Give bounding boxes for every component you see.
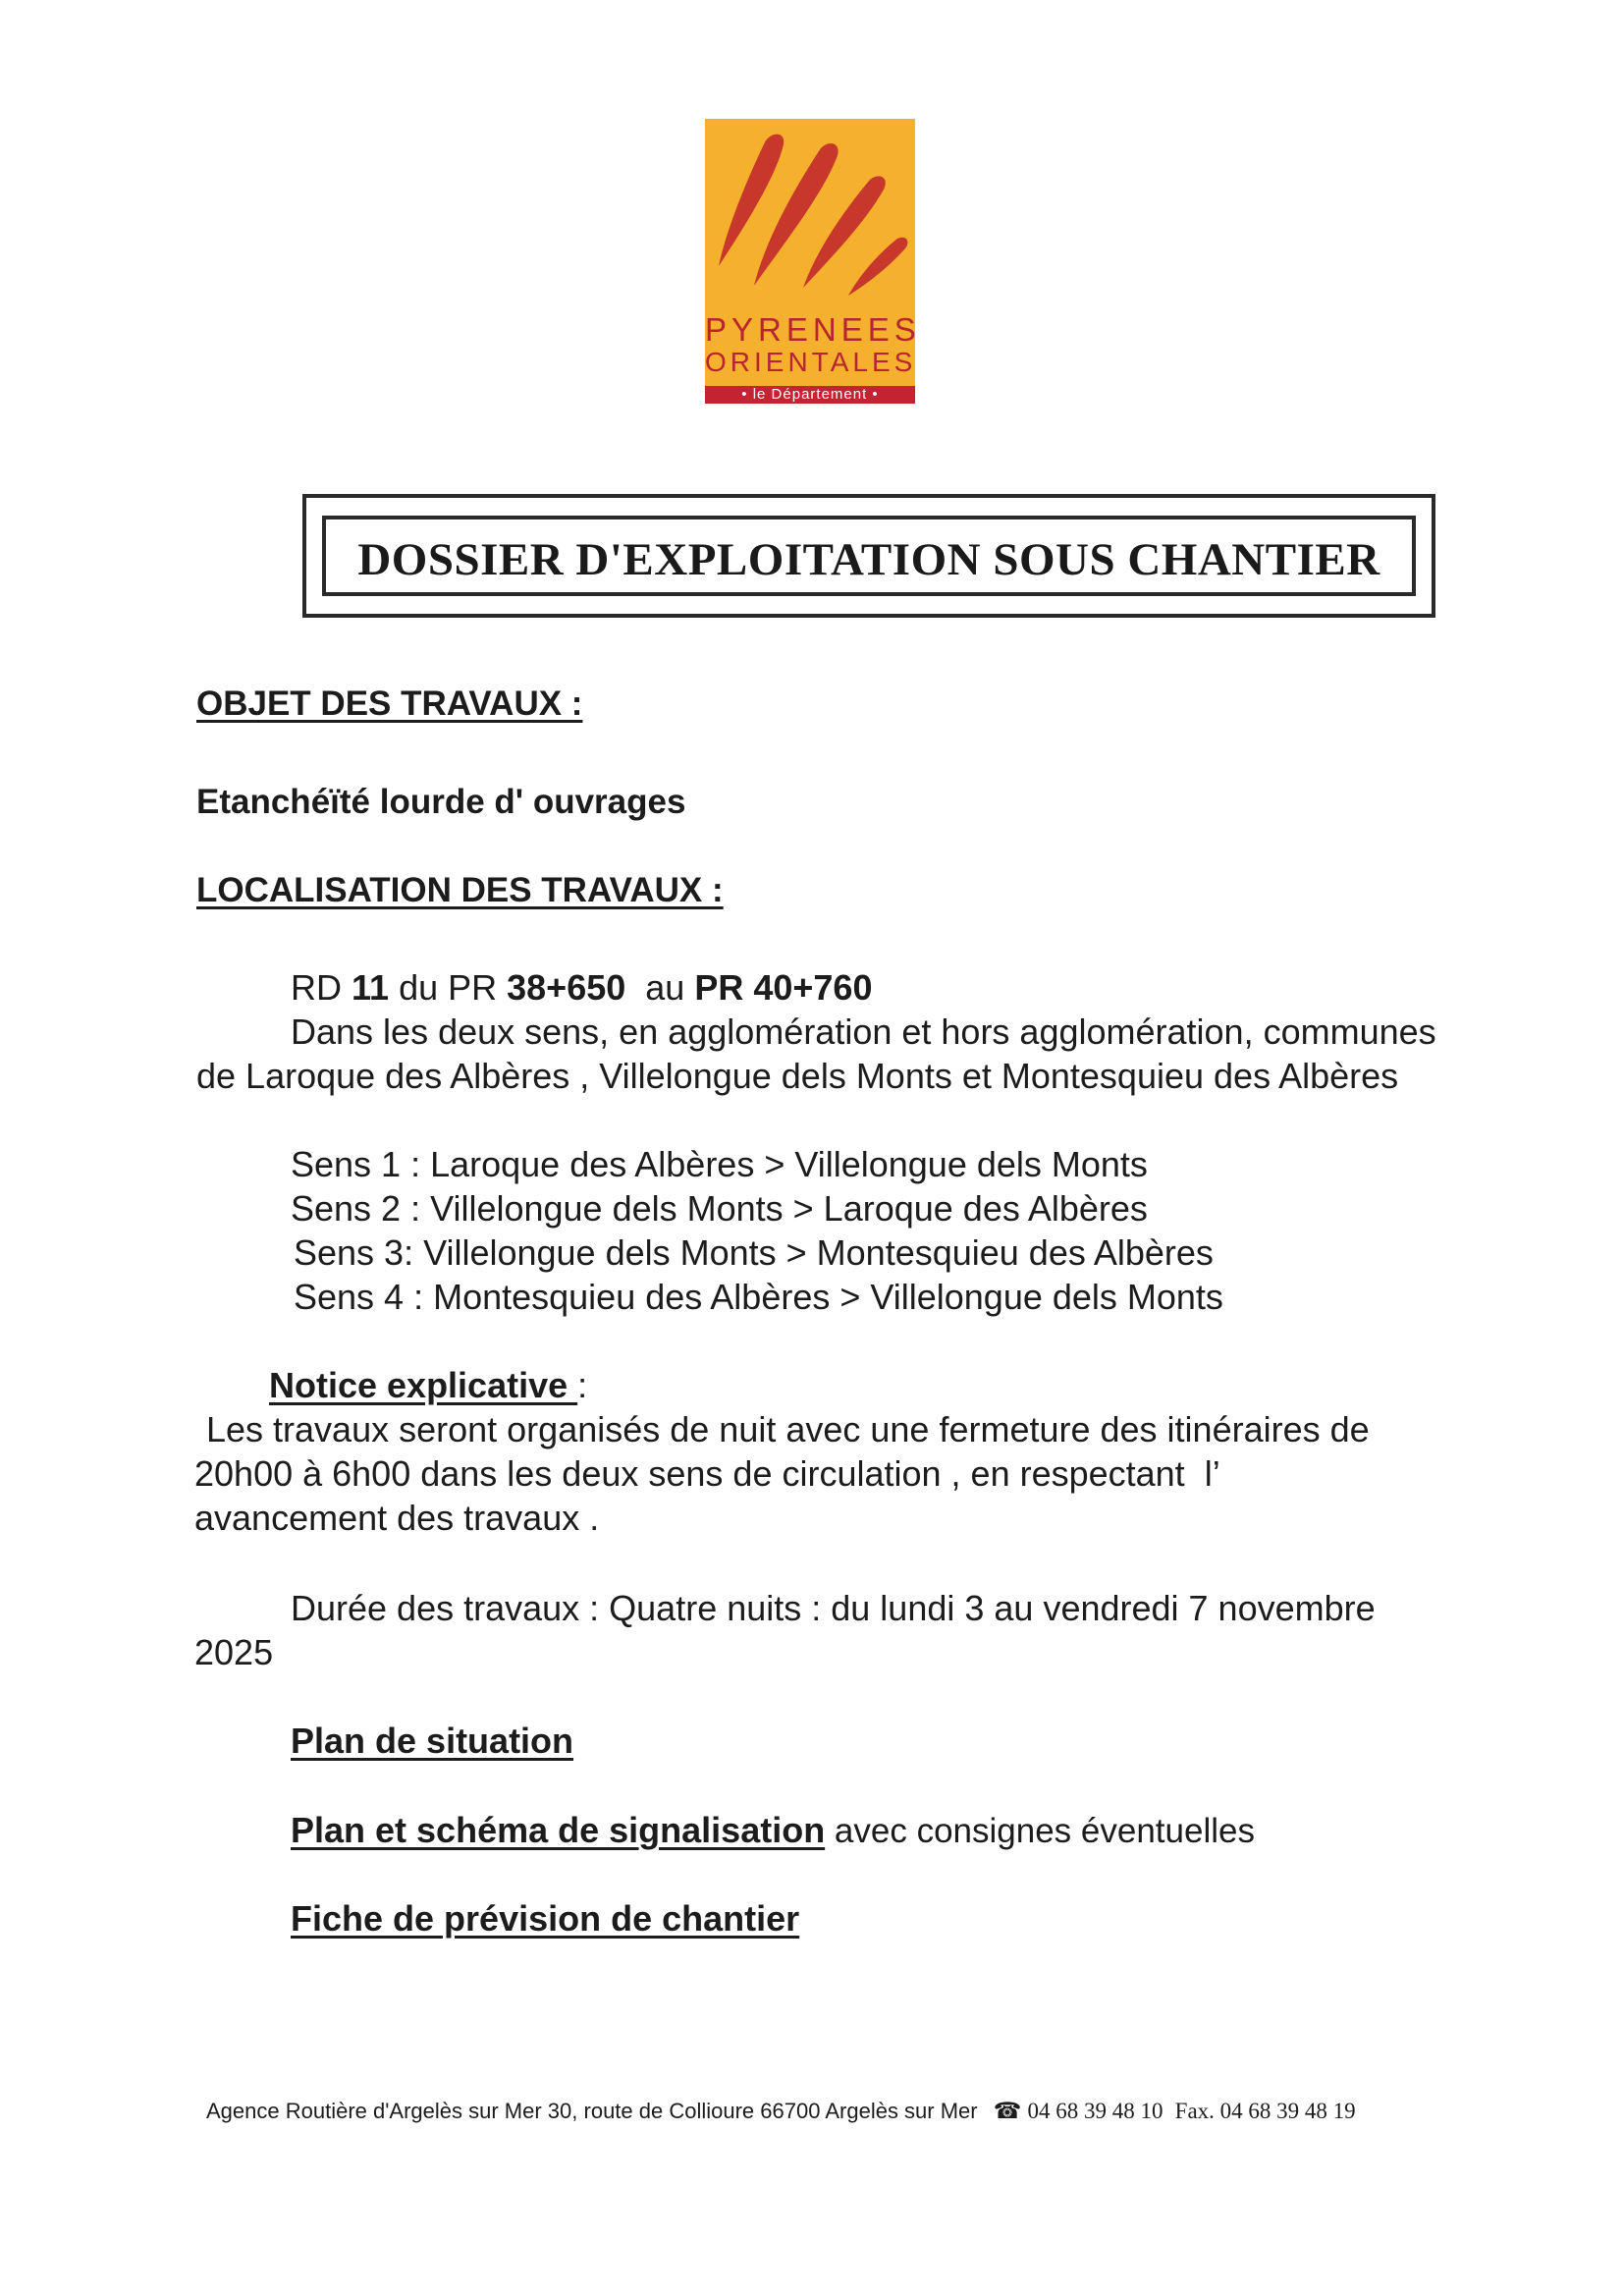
telephone-icon: ☎ [993,2099,1022,2123]
notice-line-1: Les travaux seront organisés de nuit avec une fermeture des itinéraires de [206,1409,1370,1449]
rd-number: 11 [352,967,390,1008]
sens-2: Sens 2 : Villelongue dels Monts > Laroque des Albères [291,1188,1148,1229]
notice-colon: : [577,1365,588,1405]
footer-address: Agence Routière d'Argelès sur Mer 30, route de Collioure 66700 Argelès sur Mer [206,2099,978,2123]
objet-heading: OBJET DES TRAVAUX : [196,684,583,723]
notice-line-3: avancement des travaux . [194,1498,600,1538]
duree-line-2: 2025 [194,1632,274,1672]
notice-heading: Notice explicative [269,1365,578,1405]
pr-start: 38+650 [507,967,626,1008]
plan-schema-label: Plan et schéma de signalisation [291,1810,826,1850]
rd-line [291,967,872,1009]
fiche-prevision [291,1898,799,1940]
localisation-heading: LOCALISATION DES TRAVAUX : [196,871,724,909]
logo-band: • le Département • [705,386,915,404]
plan-schema-suffix: avec consignes éventuelles [825,1812,1255,1850]
localisation-desc-line-2: de Laroque des Albères , Villelongue dels Monts et Montesquieu des Albères [196,1056,1399,1096]
duree-line-1: Durée des travaux : Quatre nuits : du lundi 3 au vendredi 7 novembre [291,1588,1376,1628]
sens-3: Sens 3: Villelongue dels Monts > Montesquieu des Albères [294,1232,1214,1273]
pr-end: PR 40+760 [694,967,873,1008]
department-logo [705,119,921,404]
logo-line-2: ORIENTALES [705,347,917,377]
localisation-desc-line-1: Dans les deux sens, en agglomération et hors agglomération, communes [291,1011,1436,1052]
page-title: DOSSIER D'EXPLOITATION SOUS CHANTIER [357,534,1380,585]
notice-heading-line [269,1365,587,1406]
objet-text: Etanchéïté lourde d' ouvrages [196,783,686,821]
plan-schema-line [291,1810,1255,1851]
pr-au: au [625,967,695,1008]
rd-prefix: RD [291,967,352,1008]
footer-fax: Fax. 04 68 39 48 19 [1174,2099,1356,2123]
footer-phone: 04 68 39 48 10 [1027,2099,1163,2123]
notice-line-2: 20h00 à 6h00 dans les deux sens de circulation , en respectant l’ [194,1453,1220,1494]
rd-mid: du PR [389,967,508,1008]
title-frame [302,494,1435,618]
title-inner-frame [322,516,1416,596]
plan-situation-label: Plan de situation [291,1721,574,1761]
footer [206,2099,1356,2124]
plan-situation [291,1721,573,1762]
logo-line-1: PYRENEES [705,311,921,348]
fiche-prevision-label: Fiche de prévision de chantier [291,1898,800,1939]
sens-4: Sens 4 : Montesquieu des Albères > Villelongue dels Monts [294,1277,1223,1317]
sens-1: Sens 1 : Laroque des Albères > Villelongue dels Monts [291,1144,1148,1184]
catalan-stripes-icon [705,119,915,315]
